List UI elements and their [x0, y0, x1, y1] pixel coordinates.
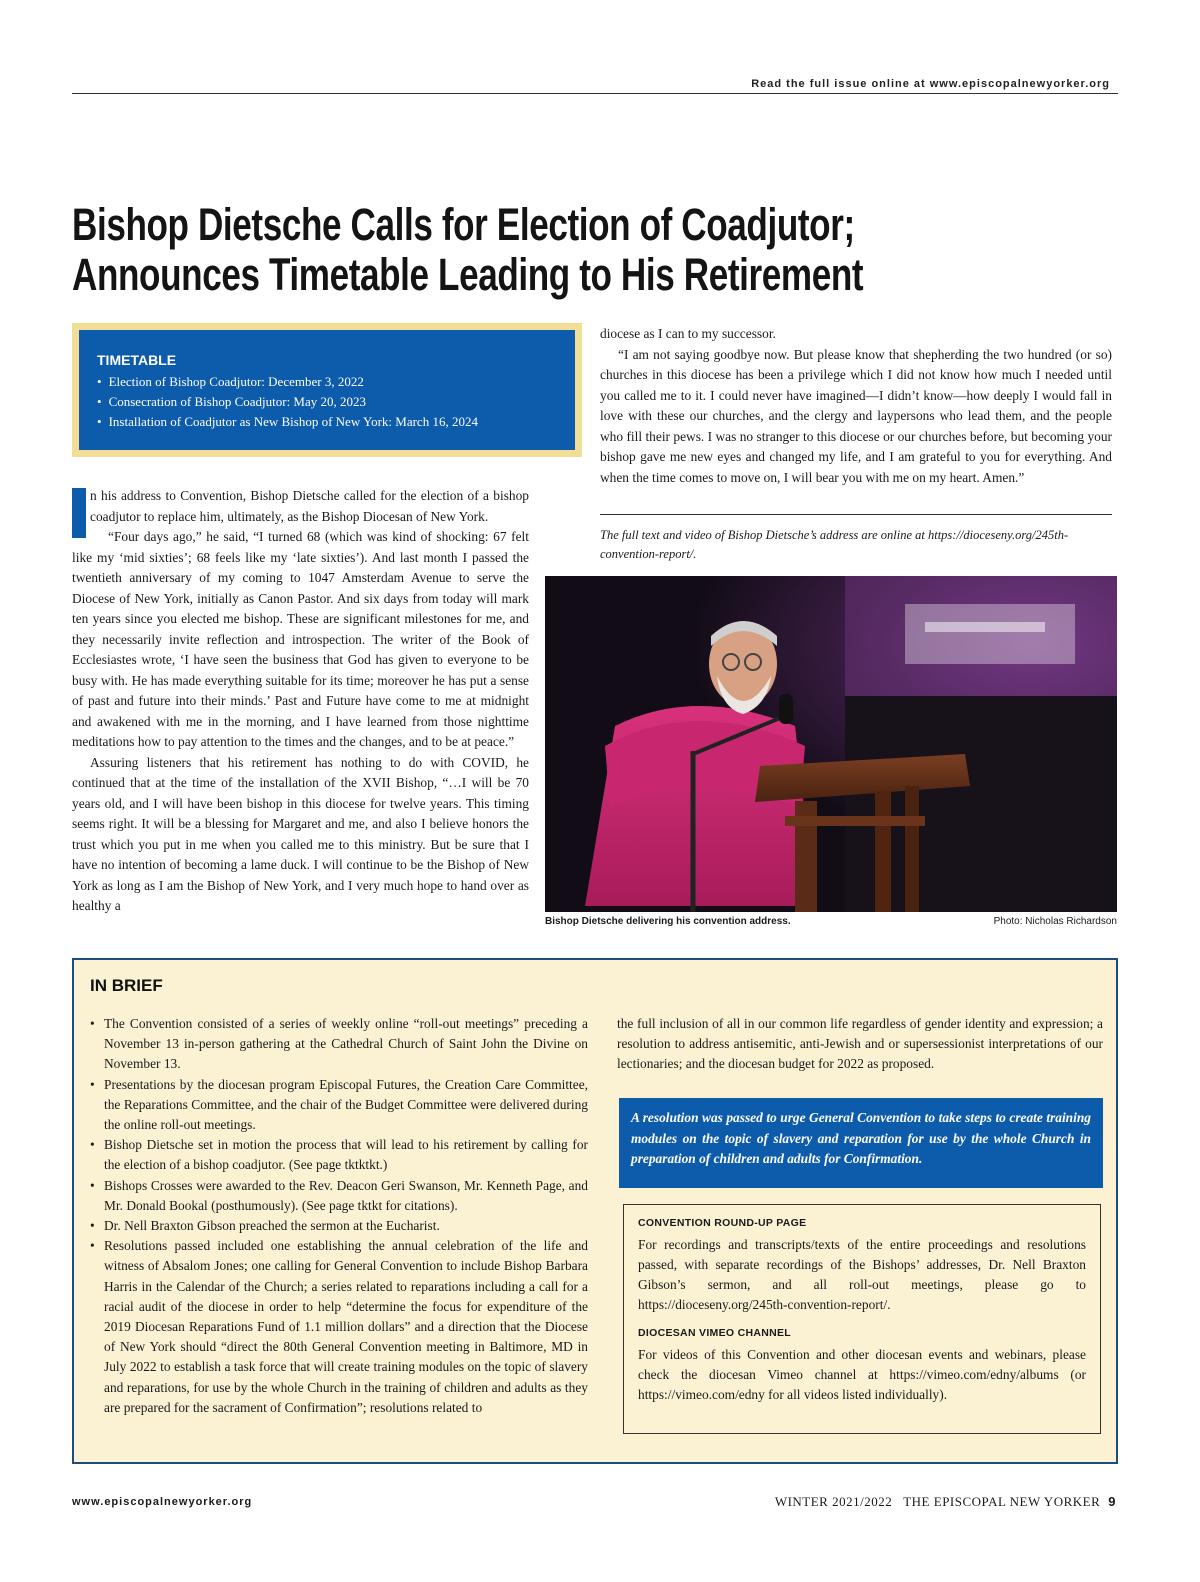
timetable-title: TIMETABLE — [97, 352, 177, 368]
timetable-box — [72, 323, 582, 457]
timetable-list — [97, 372, 557, 432]
article-paragraph: n his address to Convention, Bishop Dietsche called for the election of a bishop coadjutor to replace him, ultimately, as the Bishop Diocesan of New York. — [90, 488, 529, 524]
in-brief-title: IN BRIEF — [90, 976, 163, 995]
article-paragraph: Assuring listeners that his retirement has nothing to do with COVID, he continued that at the time of the installation of the XVII Bishop, “…I will be 70 years old, and I will have been bishop in this diocese for twelve years. This timing seems right. It will be a blessing for Margaret and me, and also I believe honors the trust which you put in me when you called me to this ministry. But be sure that I have no intention of becoming a lame duck. I will continue to be the Bishop of New York as long as I am the Bishop of New York, and I very much hope to hand over as healthy a — [72, 754, 529, 913]
timetable-item: • Consecration of Bishop Coadjutor: May 20, 2023 — [97, 392, 557, 412]
headline-line-2: Announces Timetable Leading to His Retirement — [72, 249, 864, 300]
page-title — [72, 200, 888, 300]
in-brief-list — [90, 1014, 588, 1418]
vimeo-title: DIOCESAN VIMEO CHANNEL — [638, 1327, 792, 1339]
footer-issue-text: WINTER 2021/2022 THE EPISCOPAL NEW YORKER — [774, 1494, 1101, 1509]
article-paragraph: diocese as I can to my successor. — [600, 326, 776, 341]
bishop-photo — [545, 576, 1117, 912]
online-note[interactable]: Read the full issue online at www.episcopalnewyorker.org — [751, 78, 1110, 90]
caption-text: Bishop Dietsche delivering his convention address. — [545, 916, 791, 927]
list-item: • Bishops Crosses were awarded to the Rev. Deacon Geri Swanson, Mr. Kenneth Page, and Mr. Donald Bookal (posthumously). (See page tktkt for citations). — [90, 1176, 588, 1216]
list-item: • The Convention consisted of a series of weekly online “roll-out meetings” preceding a November 13 in-person gathering at the Cathedral Church of Saint John the Divine on November 13. — [90, 1014, 588, 1075]
dropcap — [72, 488, 88, 538]
timetable-item: • Election of Bishop Coadjutor: December 3, 2022 — [97, 372, 557, 392]
headline-line-1: Bishop Dietsche Calls for Election of Coadjutor; — [72, 199, 855, 250]
roundup-title: CONVENTION ROUND-UP PAGE — [638, 1217, 807, 1229]
photo-caption — [545, 916, 1117, 927]
roundup-box — [623, 1204, 1101, 1434]
roundup-text[interactable]: For recordings and transcripts/texts of the entire proceedings and resolutions passed, with separate recordings of the Bishops’ addresses, Dr. Nell Braxton Gibson’s sermon, and all roll-out meetings, please go to https://dioceseny.org/245th-convention-report/. — [638, 1237, 1086, 1312]
in-brief-box — [72, 958, 1118, 1464]
footer-issue — [775, 1494, 1116, 1510]
list-item: • Bishop Dietsche set in motion the process that will lead to his retirement by calling for the election of a bishop coadjutor. (See page tktktkt.) — [90, 1135, 588, 1175]
article-paragraph: “I am not saying goodbye now. But please know that shepherding the two hundred (or so) churches in this diocese has been a privilege which I did not know how much I needed until you called me to it. I could never have imagined—I didn’t know—how deeply I would fall in love with these our churches, and the clergy and laypersons who lead them, and the people who fill their pews. I was no stranger to this diocese or our churches before, but becoming your bishop gave me new eyes and changed my life, and I am grateful to you for everything. And when the time comes to move on, I will bear you with me on my heart. Amen.” — [600, 346, 1112, 485]
page-number: 9 — [1108, 1494, 1116, 1509]
timetable-panel — [79, 330, 575, 450]
photo-illustration — [545, 576, 1117, 912]
article-paragraph: “Four days ago,” he said, “I turned 68 (which was kind of shocking: 67 felt like my ‘mid sixties’; 68 feels like my ‘late sixties’). And last month I passed the twentieth anniversary of my coming to 1047 Amsterdam Avenue to serve the Diocese of New York, initially as Canon Pastor. And six days from today will mark ten years since you elected me bishop. These are significant milestones for me, and they necessarily invite reflection and introspection. The writer of the Book of Ecclesiastes wrote, ‘I have seen the business that God has given to everyone to be busy with. He has made everything suitable for its time; moreover he has put a sense of past and future into their minds.’ Past and Future have come to me at midnight and awakened with me in the morning, and I have learned from those nighttime meditations how to pay attention to the times and the changes, and to be at peace.” — [72, 529, 529, 749]
divider — [600, 514, 1112, 515]
list-item: • Dr. Nell Braxton Gibson preached the sermon at the Eucharist. — [90, 1216, 588, 1236]
full-text-note[interactable]: The full text and video of Bishop Dietsche’s address are online at https://dioceseny.org/245th-convention-report/. — [600, 528, 1069, 561]
timetable-item: • Installation of Coadjutor as New Bishop of New York: March 16, 2024 — [97, 412, 557, 432]
vimeo-text[interactable]: For videos of this Convention and other diocesan events and webinars, please check the diocesan Vimeo channel at https://vimeo.com/edny/albums (or https://vimeo.com/edny for all videos listed individually). — [638, 1347, 1086, 1402]
article-column-right — [600, 324, 1112, 488]
photo-credit: Photo: Nicholas Richardson — [993, 916, 1117, 927]
dropcap-letter: I — [72, 488, 86, 538]
footer-url[interactable]: www.episcopalnewyorker.org — [72, 1496, 253, 1508]
resolution-highlight: A resolution was passed to urge General Convention to take steps to create training modules on the topic of slavery and reparation for use by the whole Church in preparation of children and adults for Confirmation. — [619, 1098, 1103, 1188]
header-bar — [72, 74, 1118, 94]
article-column-left — [72, 486, 529, 917]
list-item: • Resolutions passed included one establishing the annual celebration of the life and witness of Absalom Jones; one calling for General Convention to include Bishop Barbara Harris in the Calendar of the Church; a series related to reparations including a call for a racial audit of the diocese in order to help “determine the focus for expenditure of the 2019 Diocesan Reparations Fund of 1.1 million dollars” and a direction that the Diocese of New York should “direct the 80th General Convention meeting in Baltimore, MD in July 2022 to establish a task force that will create training modules on the topic of slavery and reparations, for use by the whole Church in the training of children and adults as they are prepared for the sacrament of Confirmation”; resolutions related to — [90, 1236, 588, 1418]
list-item: • Presentations by the diocesan program Episcopal Futures, the Creation Care Committee, the Reparations Committee, and the chair of the Budget Committee were delivered during the online roll-out meetings. — [90, 1075, 588, 1136]
in-brief-continuation: the full inclusion of all in our common life regardless of gender identity and expression; a resolution to address antisemitic, anti-Jewish and or supersessionist interpretations of our lectionaries; and the diocesan budget for 2022 as proposed. — [617, 1016, 1103, 1072]
